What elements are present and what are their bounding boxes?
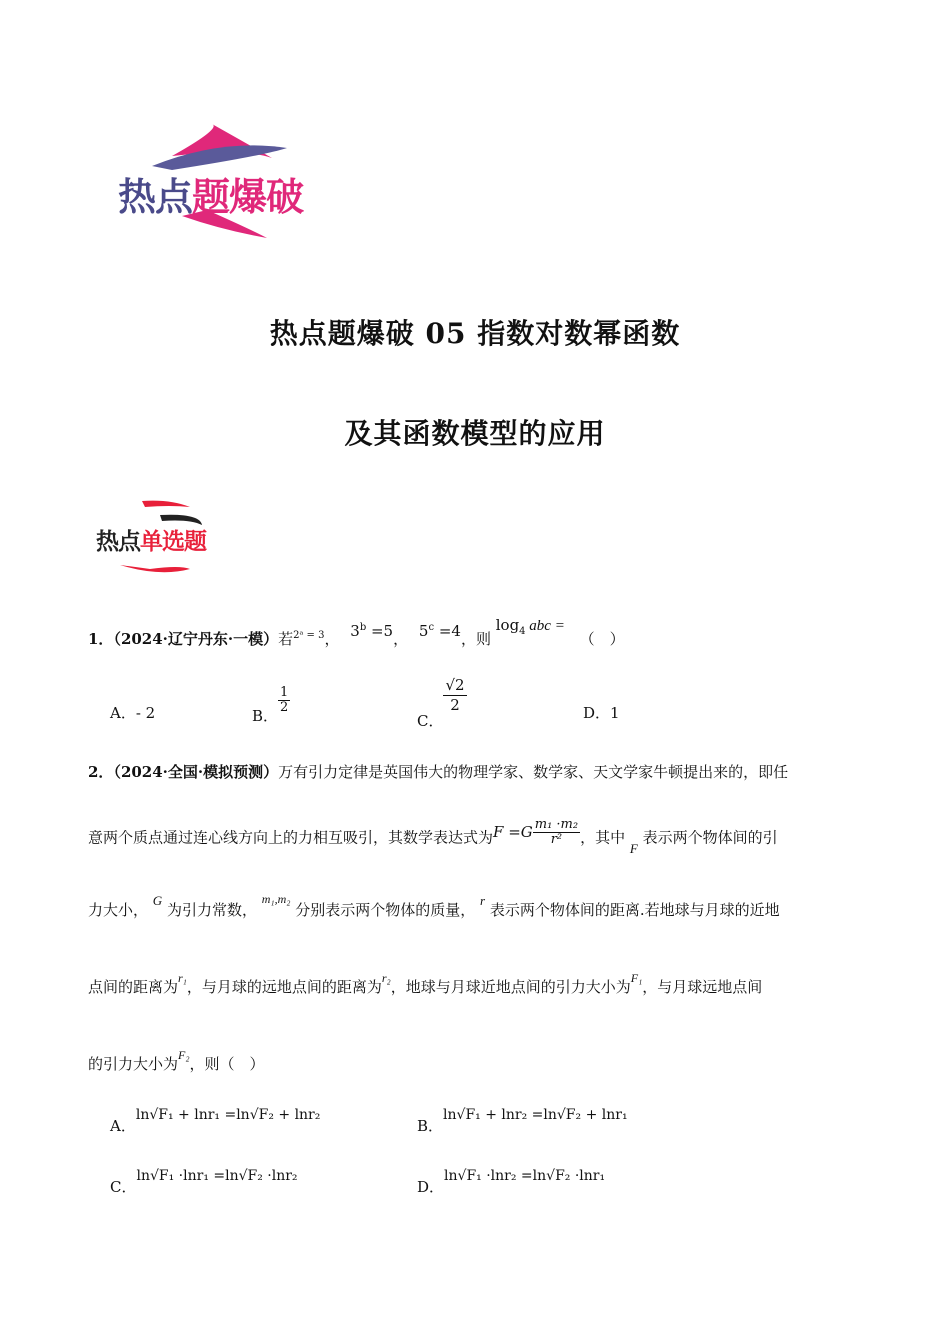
q1-text-ruo: 若 [278,630,294,648]
q2-text-3d: 表示两个物体间的距离.若地球与月球的近地 [489,901,780,919]
q2-option-b-expr: ln√F₁ + lnr₂ =ln√F₂ + lnr₁ [443,1107,628,1123]
q1-condition-3 [419,622,461,640]
q2-option-b[interactable] [417,1103,628,1135]
q1-then: ，则 [460,630,491,648]
q2-symbol-m: m₁,m₂ [261,892,291,906]
q1-answer-blank: （ ） [579,630,625,648]
q1-option-b-numerator: 1 [280,685,289,700]
q1-cond3-exp: c [428,622,435,633]
q1-option-c-numerator: √2 [445,676,465,694]
q1-expr-base: 4 [519,626,526,637]
q2-option-a[interactable] [110,1103,321,1135]
page-title-line1: 热点题爆破 05 指数对数幂函数 [269,317,681,350]
q1-option-a-label: A． [110,704,136,722]
q2-formula-fraction [533,818,580,847]
q1-option-b-fraction [278,686,290,715]
q2-option-d-label: D． [417,1178,445,1196]
q2-option-d-expr: ln√F₁ ·lnr₂ =ln√F₂ ·lnr₁ [444,1168,606,1184]
q2-text-4a: 点间的距离为 [88,978,179,996]
q2-option-c-label: C． [110,1178,137,1196]
q2-symbol-G: G [152,893,163,908]
q2-line-1 [88,762,788,782]
q1-option-c-fraction [443,676,466,715]
q1-option-d[interactable] [583,702,620,723]
q1-cond2-rest: =5 [366,622,394,640]
q2-number: 2． [88,763,114,781]
q1-cond2-base: 3 [350,622,360,640]
q1-cond3-base: 5 [418,622,429,640]
q2-text-3c: 分别表示两个物体的质量， [295,901,476,919]
q1-option-c[interactable] [417,676,467,730]
q2-option-a-label: A． [110,1117,136,1135]
page-title-line2: 及其函数模型的应用 [344,417,606,450]
q2-option-a-expr: ln√F₁ + lnr₁ =ln√F₂ + lnr₂ [135,1107,321,1123]
q1-cond3-rest: =4 [434,622,461,640]
q2-text-4b: ，与月球的远地点间的距离为 [186,978,382,996]
q2-text-4c: ，地球与月球近地点间的引力大小为 [390,978,631,996]
logo-text-part1: 热点 [118,175,193,219]
q2-symbol-F2: F₂ [178,1048,190,1062]
q1-option-b-label: B． [252,706,279,725]
logo-text-part2: 题爆破 [192,175,304,219]
q2-option-d[interactable] [417,1164,606,1196]
logo-text [118,166,303,221]
q2-text-4d: ，与月球远地点间 [642,978,763,996]
q2-symbol-r: r [480,893,486,908]
q2-source: （2024·全国·模拟预测） [113,763,279,781]
hot-topic-logo [112,118,342,248]
badge-text-part1: 热点 [96,529,140,555]
q2-symbol-r2: r₂ [381,971,391,985]
q2-text-5b: ，则（ ） [189,1055,265,1073]
badge-text-part2: 单选题 [140,529,206,555]
q2-text-3a: 力大小， [88,901,149,919]
q2-text-2b: ，其中 [580,828,626,847]
q2-formula [493,817,580,847]
q1-expr-log: log [495,616,520,634]
q2-option-b-label: B． [417,1117,444,1135]
q1-expression [495,616,565,637]
q2-text-2c: 表示两个物体间的引 [642,828,778,847]
q1-source: （2024·辽宁丹东·一模） [113,630,279,648]
q1-condition-2 [350,622,393,640]
q1-option-c-denominator: 2 [450,696,460,714]
q2-symbol-F: F [629,840,638,856]
q1-condition-1: 2ᵃ = 3 [293,630,325,641]
q1-option-a-value: - 2 [135,704,156,722]
badge-text [96,523,206,556]
q2-formula-numerator: m₁ ·m₂ [534,817,579,832]
q2-text-1: 万有引力定律是英国伟大的物理学家、数学家、天文学家牛顿提出来的，即任 [278,763,789,781]
q2-text-2a: 意两个质点通过连心线方向上的力相互吸引，其数学表达式为 [88,828,494,847]
q2-line-3 [88,892,780,921]
q2-formula-denominator: r² [550,832,563,847]
q2-text-3b: 为引力常数， [166,901,257,919]
q1-expr-arg: abc = [525,618,565,634]
q1-option-b[interactable] [252,685,290,725]
q1-cond2-exp: b [359,622,367,633]
q1-option-c-label: C． [417,711,444,730]
q1-option-b-denominator: 2 [280,700,289,715]
question-1-stem: 1．（2024·辽宁丹东·一模）若$^{2ᵃ = 3}$， $3^b =5$， $5^c =4$，则 $\log_4$ abc = （ ） [88,616,625,648]
q2-line-5 [88,1048,265,1075]
q2-text-5a: 的引力大小为 [88,1055,179,1073]
q2-symbol-r1: r₁ [178,971,187,985]
q2-line-2 [88,817,778,856]
q1-number: 1． [88,630,114,648]
q1-option-d-value: 1 [610,704,620,722]
q2-symbol-F1: F₁ [630,971,643,985]
q2-option-c-expr: ln√F₁ ·lnr₁ =ln√F₂ ·lnr₂ [136,1168,298,1184]
q2-option-c[interactable] [110,1164,298,1196]
section-badge [90,495,250,580]
q2-line-4 [88,971,763,998]
q2-formula-lhs: F =G [493,822,533,841]
q1-option-d-label: D． [583,704,611,722]
q1-option-a[interactable] [110,702,155,723]
